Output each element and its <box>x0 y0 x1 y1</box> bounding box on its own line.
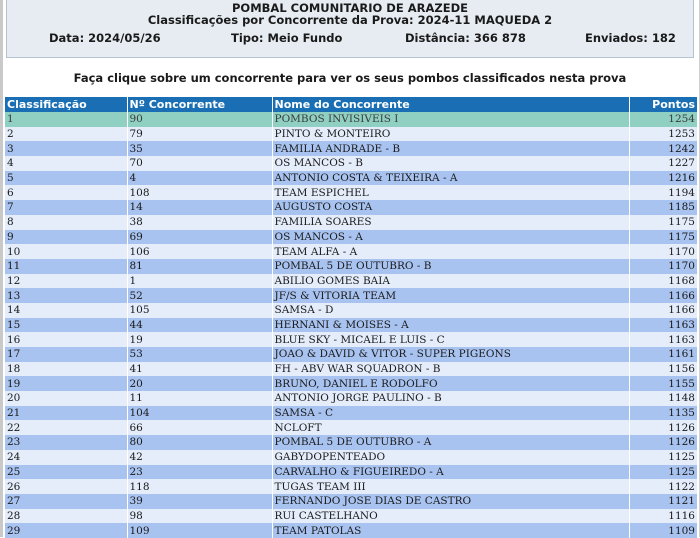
competitor-row[interactable] <box>5 112 697 127</box>
competitor-number-cell: 80 <box>127 435 272 450</box>
competitor-name-cell[interactable]: ABILIO GOMES BAIA <box>272 274 629 289</box>
competitor-row[interactable] <box>5 362 697 377</box>
rank-cell: 21 <box>5 406 127 421</box>
competitor-name-cell[interactable]: OS MANCOS - A <box>272 230 629 245</box>
points-cell: 1170 <box>629 244 697 259</box>
race-type: Tipo: Meio Fundo <box>231 31 343 45</box>
competitor-number-cell: 106 <box>127 244 272 259</box>
points-cell: 1166 <box>629 303 697 318</box>
points-cell: 1116 <box>629 509 697 524</box>
points-cell: 1185 <box>629 200 697 215</box>
competitor-number-cell: 104 <box>127 406 272 421</box>
competitor-number-cell: 98 <box>127 509 272 524</box>
points-cell: 1121 <box>629 494 697 509</box>
competitor-row[interactable] <box>5 376 697 391</box>
rank-cell: 22 <box>5 420 127 435</box>
points-cell: 1175 <box>629 230 697 245</box>
competitor-name-cell[interactable]: ANTONIO JORGE PAULINO - B <box>272 391 629 406</box>
competitor-name-cell[interactable]: POMBAL 5 DE OUTUBRO - A <box>272 435 629 450</box>
competitor-row[interactable] <box>5 509 697 524</box>
competitor-number-cell: 52 <box>127 288 272 303</box>
competitor-row[interactable] <box>5 200 697 215</box>
rank-cell: 24 <box>5 450 127 465</box>
competitor-name-cell[interactable]: HERNANI & MOISES - A <box>272 318 629 333</box>
competitor-row[interactable] <box>5 215 697 230</box>
rank-cell: 4 <box>5 156 127 171</box>
competitor-number-cell: 66 <box>127 420 272 435</box>
rank-cell: 25 <box>5 465 127 480</box>
rank-cell: 13 <box>5 288 127 303</box>
results-table-body <box>5 112 697 538</box>
competitor-name-cell[interactable]: CARVALHO & FIGUEIREDO - A <box>272 465 629 480</box>
competitor-name-cell[interactable]: FAMILIA ANDRADE - B <box>272 141 629 156</box>
instruction-text: Faça clique sobre um concorrente para ver os seus pombos classificados nesta prova <box>73 71 627 85</box>
competitor-row[interactable] <box>5 141 697 156</box>
competitor-row[interactable] <box>5 171 697 186</box>
competitor-name-cell[interactable]: BLUE SKY - MICAEL E LUIS - C <box>272 332 629 347</box>
rank-cell: 1 <box>5 112 127 127</box>
race-distance: Distância: 366 878 <box>405 31 526 45</box>
rank-cell: 19 <box>5 376 127 391</box>
points-cell: 1170 <box>629 259 697 274</box>
competitor-number-cell: 39 <box>127 494 272 509</box>
competitor-name-cell[interactable]: POMBOS INVISIVEIS I <box>272 112 629 127</box>
competitor-number-cell: 109 <box>127 523 272 538</box>
points-cell: 1253 <box>629 127 697 142</box>
rank-cell: 11 <box>5 259 127 274</box>
points-cell: 1155 <box>629 376 697 391</box>
rank-cell: 3 <box>5 141 127 156</box>
competitor-name-cell[interactable]: JF/S & VITORIA TEAM <box>272 288 629 303</box>
competitor-name-cell[interactable]: SAMSA - D <box>272 303 629 318</box>
race-subtitle: Classificações por Concorrente da Prova: 2024-11 MAQUEDA 2 <box>147 13 553 27</box>
competitor-number-cell: 23 <box>127 465 272 480</box>
competitor-name-cell[interactable]: NCLOFT <box>272 420 629 435</box>
rank-cell: 6 <box>5 185 127 200</box>
club-title: POMBAL COMUNITARIO DE ARAZEDE <box>232 1 468 15</box>
competitor-number-cell: 70 <box>127 156 272 171</box>
competitor-name-cell[interactable]: RUI CASTELHANO <box>272 509 629 524</box>
rank-cell: 16 <box>5 332 127 347</box>
competitor-row[interactable] <box>5 435 697 450</box>
competitor-row[interactable] <box>5 230 697 245</box>
competitor-name-cell[interactable]: BRUNO, DANIEL E RODOLFO <box>272 376 629 391</box>
rank-cell: 2 <box>5 127 127 142</box>
rank-cell: 26 <box>5 479 127 494</box>
points-cell: 1194 <box>629 185 697 200</box>
points-cell: 1161 <box>629 347 697 362</box>
birds-sent: Enviados: 182 <box>585 31 676 45</box>
points-cell: 1227 <box>629 156 697 171</box>
competitor-row[interactable] <box>5 465 697 480</box>
rank-cell: 15 <box>5 318 127 333</box>
points-cell: 1126 <box>629 420 697 435</box>
competitor-number-cell: 38 <box>127 215 272 230</box>
rank-cell: 14 <box>5 303 127 318</box>
rank-cell: 10 <box>5 244 127 259</box>
competitor-row[interactable] <box>5 406 697 421</box>
competitor-number-cell: 1 <box>127 274 272 289</box>
competitor-name-cell[interactable]: TEAM ESPICHEL <box>272 185 629 200</box>
competitor-number-cell: 20 <box>127 376 272 391</box>
points-cell: 1168 <box>629 274 697 289</box>
rank-cell: 23 <box>5 435 127 450</box>
rank-cell: 9 <box>5 230 127 245</box>
competitor-row[interactable] <box>5 303 697 318</box>
competitor-row[interactable] <box>5 391 697 406</box>
competitor-name-cell[interactable]: FAMILIA SOARES <box>272 215 629 230</box>
rank-cell: 8 <box>5 215 127 230</box>
competitor-number-cell: 118 <box>127 479 272 494</box>
competitor-row[interactable] <box>5 288 697 303</box>
competitor-name-cell[interactable]: PINTO & MONTEIRO <box>272 127 629 142</box>
points-cell: 1175 <box>629 215 697 230</box>
rank-cell: 28 <box>5 509 127 524</box>
rank-cell: 20 <box>5 391 127 406</box>
competitor-number-cell: 35 <box>127 141 272 156</box>
competitor-name-cell[interactable]: TEAM PATOLAS <box>272 523 629 538</box>
points-cell: 1216 <box>629 171 697 186</box>
competitor-name-cell[interactable]: GABYDOPENTEADO <box>272 450 629 465</box>
competitor-number-cell: 105 <box>127 303 272 318</box>
race-info-box <box>6 0 694 58</box>
competitor-name-cell[interactable]: TEAM ALFA - A <box>272 244 629 259</box>
points-cell: 1156 <box>629 362 697 377</box>
competitor-name-cell[interactable]: JOAO & DAVID & VITOR - SUPER PIGEONS <box>272 347 629 362</box>
competitor-row[interactable] <box>5 523 697 538</box>
rank-cell: 7 <box>5 200 127 215</box>
competitor-number-cell: 14 <box>127 200 272 215</box>
competitor-name-cell[interactable]: POMBAL 5 DE OUTUBRO - B <box>272 259 629 274</box>
competitor-row[interactable] <box>5 347 697 362</box>
competitor-name-cell[interactable]: TUGAS TEAM III <box>272 479 629 494</box>
points-cell: 1163 <box>629 318 697 333</box>
competitor-row[interactable] <box>5 332 697 347</box>
competitor-row[interactable] <box>5 274 697 289</box>
competitor-number-cell: 81 <box>127 259 272 274</box>
rank-cell: 12 <box>5 274 127 289</box>
rank-cell: 29 <box>5 523 127 538</box>
rank-cell: 5 <box>5 171 127 186</box>
competitor-number-cell: 90 <box>127 112 272 127</box>
points-cell: 1163 <box>629 332 697 347</box>
competitor-number-cell: 19 <box>127 332 272 347</box>
points-cell: 1125 <box>629 450 697 465</box>
points-cell: 1242 <box>629 141 697 156</box>
competitor-row[interactable] <box>5 479 697 494</box>
points-cell: 1135 <box>629 406 697 421</box>
race-date: Data: 2024/05/26 <box>49 31 161 45</box>
column-header-name[interactable]: Nome do Concorrente <box>272 97 629 112</box>
competitor-row[interactable] <box>5 127 697 142</box>
competitor-row[interactable] <box>5 318 697 333</box>
points-cell: 1254 <box>629 112 697 127</box>
rank-cell: 27 <box>5 494 127 509</box>
rank-cell: 17 <box>5 347 127 362</box>
competitor-row[interactable] <box>5 450 697 465</box>
competitor-number-cell: 11 <box>127 391 272 406</box>
competitor-row[interactable] <box>5 420 697 435</box>
competitor-number-cell: 108 <box>127 185 272 200</box>
points-cell: 1125 <box>629 465 697 480</box>
competitor-row[interactable] <box>5 156 697 171</box>
competitor-number-cell: 53 <box>127 347 272 362</box>
competitor-name-cell[interactable]: SAMSA - C <box>272 406 629 421</box>
competitor-number-cell: 42 <box>127 450 272 465</box>
competitor-number-cell: 41 <box>127 362 272 377</box>
competitor-name-cell[interactable]: OS MANCOS - B <box>272 156 629 171</box>
column-header-points[interactable]: Pontos <box>629 97 697 112</box>
points-cell: 1126 <box>629 435 697 450</box>
competitor-name-cell[interactable]: FERNANDO JOSE DIAS DE CASTRO <box>272 494 629 509</box>
points-cell: 1109 <box>629 523 697 538</box>
competitor-row[interactable] <box>5 259 697 274</box>
points-cell: 1166 <box>629 288 697 303</box>
results-table <box>5 97 697 538</box>
column-header-number[interactable]: Nº Concorrente <box>127 97 272 112</box>
competitor-number-cell: 79 <box>127 127 272 142</box>
competitor-name-cell[interactable]: ANTONIO COSTA & TEIXEIRA - A <box>272 171 629 186</box>
competitor-number-cell: 69 <box>127 230 272 245</box>
competitor-row[interactable] <box>5 185 697 200</box>
points-cell: 1148 <box>629 391 697 406</box>
competitor-number-cell: 44 <box>127 318 272 333</box>
competitor-row[interactable] <box>5 244 697 259</box>
table-header-row <box>5 97 697 112</box>
competitor-name-cell[interactable]: AUGUSTO COSTA <box>272 200 629 215</box>
competitor-number-cell: 4 <box>127 171 272 186</box>
rank-cell: 18 <box>5 362 127 377</box>
competitor-name-cell[interactable]: FH - ABV WAR SQUADRON - B <box>272 362 629 377</box>
column-header-rank[interactable]: Classificação <box>5 97 127 112</box>
competitor-row[interactable] <box>5 494 697 509</box>
points-cell: 1122 <box>629 479 697 494</box>
